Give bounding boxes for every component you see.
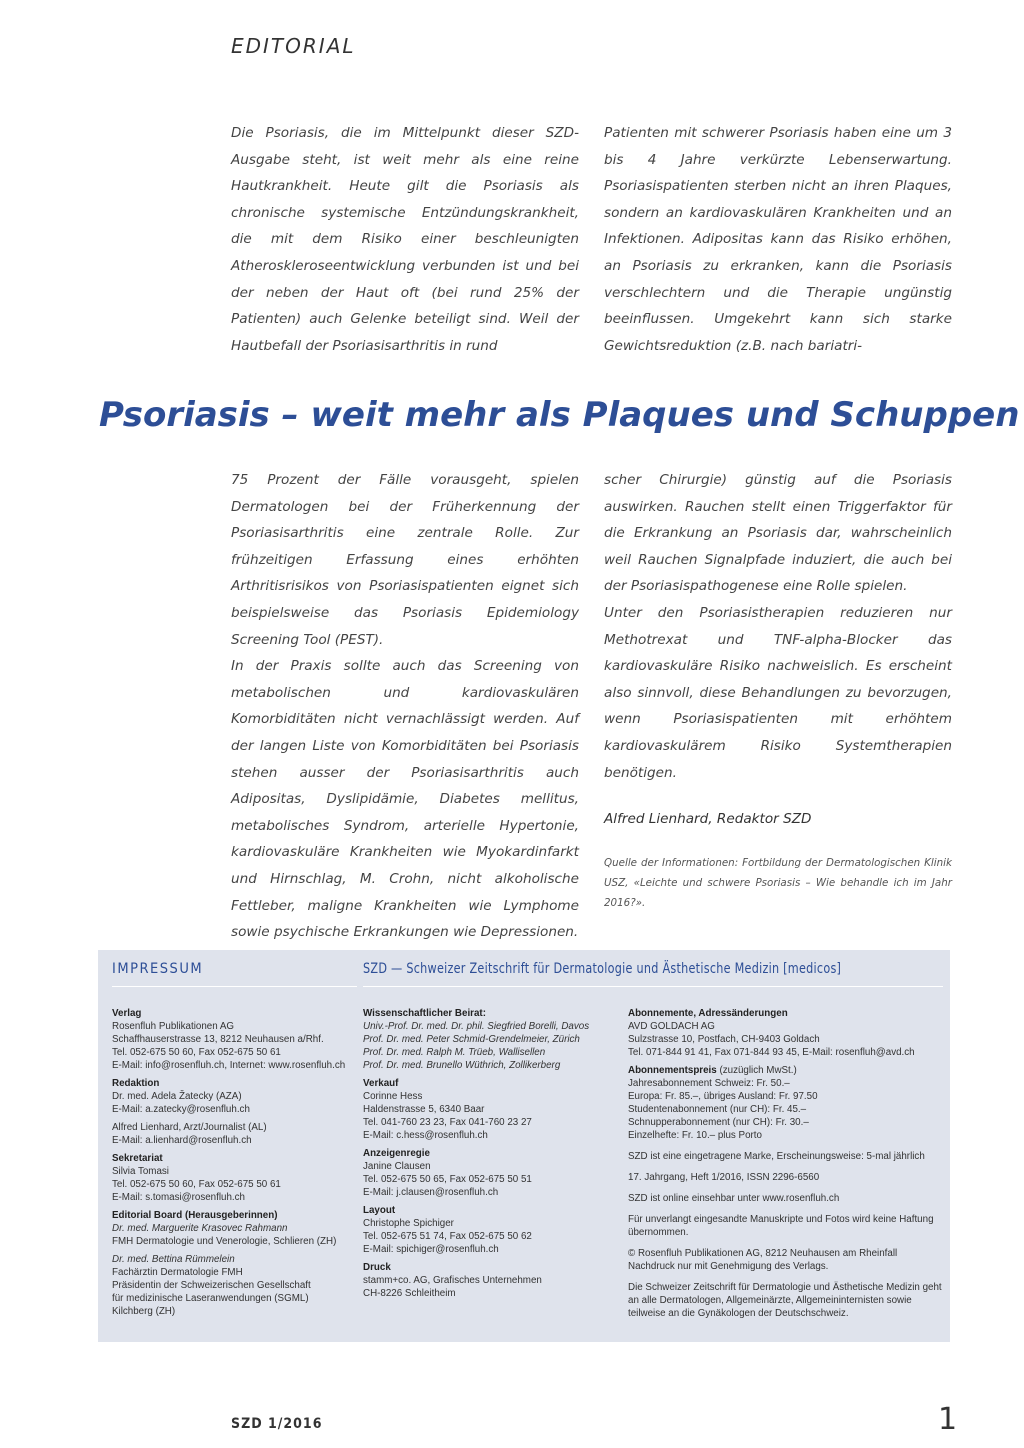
advisory-member: Prof. Dr. med. Brunello Wüthrich, Zollikerberg: [363, 1060, 561, 1071]
sales-line: E-Mail: c.hess@rosenfluh.ch: [363, 1130, 488, 1141]
print-line: stamm+co. AG, Grafisches Unternehmen: [363, 1275, 542, 1286]
price-note: (zuzüglich MwSt.): [716, 1065, 797, 1076]
price-line: Europa: Fr. 85.–, übriges Ausland: Fr. 97.50: [628, 1091, 818, 1102]
advisory-member: Prof. Dr. med. Peter Schmid-Grendelmeier, Zürich: [363, 1034, 580, 1045]
publication-note: Für unverlangt eingesandte Manuskripte und Fotos wird keine Haftung übernommen.: [628, 1214, 934, 1238]
print-label: Druck: [363, 1262, 391, 1273]
editorial-label: Redaktion: [112, 1078, 160, 1089]
board-member-line: Präsidentin der Schweizerischen Gesellschaft: [112, 1280, 311, 1291]
editor-line: Dr. med. Adela Žatecky (AZA): [112, 1091, 242, 1102]
publisher-line: Tel. 052-675 50 60, Fax 052-675 50 61: [112, 1047, 281, 1058]
sales-label: Verkauf: [363, 1078, 399, 1089]
price-label: Abonnementspreis: [628, 1065, 717, 1076]
board-member-name: Dr. med. Bettina Rümmelein: [112, 1254, 235, 1265]
page-number: 1: [938, 1402, 958, 1437]
advisory-member: Prof. Dr. med. Ralph M. Trüeb, Wallisellen: [363, 1047, 546, 1058]
paragraph: 75 Prozent der Fälle vorausgeht, spielen Dermatologen bei der Früherkennung der Psoriasisarthritis eine zentrale Rolle. Zur frühzeitigen Erfassung eines erhöhten Arthritisrisikos von Psoriasispatienten eignet sich beispielsweise das Psoriasis Epidemiology Screening Tool (PEST).: [231, 472, 579, 648]
subscriptions-line: Sulzstrasse 10, Postfach, CH-9403 Goldach: [628, 1034, 820, 1045]
publisher-line: E-Mail: info@rosenfluh.ch, Internet: www.rosenfluh.ch: [112, 1060, 346, 1071]
publication-note: 17. Jahrgang, Heft 1/2016, ISSN 2296-6560: [628, 1172, 820, 1183]
publication-note: SZD ist eine eingetragene Marke, Erscheinungsweise: 5-mal jährlich: [628, 1151, 925, 1162]
secretariat-line: Silvia Tomasi: [112, 1166, 169, 1177]
paragraph: In der Praxis sollte auch das Screening von metabolischen und kardiovaskulären Komorbiditäten nicht vernachlässigt werden. Auf der langen Liste von Komorbiditäten bei Psoriasis stehen ausser der Psoriasisarthritis auch Adipositas, Dyslipidämie, Diabetes mellitus, metabolisches Syndrom, arterielle Hypertonie, kardiovaskuläre Krankheiten wie Myokardinfarkt und Hirnschlag, M. Crohn, nicht alkoholische Fettleber, maligne Krankheiten wie Lymphome sowie psychische Erkrankungen wie Depressionen.: [231, 658, 579, 941]
ads-line: Janine Clausen: [363, 1161, 431, 1172]
impressum-box: [98, 950, 950, 1342]
article-column-3: [231, 467, 579, 946]
impressum-column-1: [112, 1007, 357, 1323]
author-signature: Alfred Lienhard, Redaktor SZD: [604, 811, 812, 828]
section-label: EDITORIAL: [231, 34, 356, 58]
sales-line: Tel. 041-760 23 23, Fax 041-760 23 27: [363, 1117, 532, 1128]
publisher-line: Schaffhauserstrasse 13, 8212 Neuhausen a/Rhf.: [112, 1034, 324, 1045]
impressum-column-2: [363, 1007, 618, 1305]
paragraph: Die Psoriasis, die im Mittelpunkt dieser SZD-Ausgabe steht, ist weit mehr als eine reine Hautkrankheit. Heute gilt die Psoriasis als chronische systemische Entzündungskrankheit, die mit dem Risiko einer beschleunigten Atheroskleroseentwicklung verbunden ist und bei der neben der Haut oft (bei rund 25% der Patienten) auch Gelenke beteiligt sind. Weil der Hautbefall der Psoriasisarthritis in rund: [231, 125, 579, 354]
divider: [112, 986, 357, 987]
paragraph: scher Chirurgie) günstig auf die Psoriasis auswirken. Rauchen stellt einen Triggerfaktor für die Erkrankung an Psoriasis dar, wahrscheinlich weil Rauchen Signalpfade induziert, die auch bei der Psoriasispathogenese eine Rolle spielen.: [604, 472, 952, 595]
publisher-label: Verlag: [112, 1008, 142, 1019]
issue-footer: SZD 1/2016: [231, 1416, 323, 1432]
secretariat-label: Sekretariat: [112, 1153, 163, 1164]
headline: Psoriasis – weit mehr als Plaques und Schuppen: [99, 394, 1020, 435]
board-member-name: Dr. med. Marguerite Krasovec Rahmann: [112, 1223, 288, 1234]
subscriptions-line: AVD GOLDACH AG: [628, 1021, 715, 1032]
article-column-1: [231, 120, 579, 359]
subscriptions-label: Abonnemente, Adressänderungen: [628, 1008, 788, 1019]
sales-line: Haldenstrasse 5, 6340 Baar: [363, 1104, 485, 1115]
editor-line: E-Mail: a.zatecky@rosenfluh.ch: [112, 1104, 250, 1115]
secretariat-line: Tel. 052-675 50 60, Fax 052-675 50 61: [112, 1179, 281, 1190]
paragraph: Unter den Psoriasistherapien reduzieren nur Methotrexat und TNF-alpha-Blocker das kardiovaskuläre Risiko nachweislich. Es erscheint also sinnvoll, diese Behandlungen zu bevorzugen, wenn Psoriasispatienten mit erhöhtem kardiovaskulärem Risiko Systemtherapien benötigen.: [604, 604, 952, 781]
ads-line: Tel. 052-675 50 65, Fax 052-675 50 51: [363, 1174, 532, 1185]
editor-line: Alfred Lienhard, Arzt/Journalist (AL): [112, 1122, 267, 1133]
editor-line: E-Mail: a.lienhard@rosenfluh.ch: [112, 1135, 252, 1146]
publication-note: SZD ist online einsehbar unter www.rosenfluh.ch: [628, 1193, 840, 1204]
price-line: Studentenabonnement (nur CH): Fr. 45.–: [628, 1104, 807, 1115]
layout-line: Christophe Spichiger: [363, 1218, 454, 1229]
board-member-line: Kilchberg (ZH): [112, 1306, 176, 1317]
paragraph: Patienten mit schwerer Psoriasis haben eine um 3 bis 4 Jahre verkürzte Lebenserwartung. Psoriasispatienten sterben nicht an ihren Plaques, sondern an kardiovaskulären Krankheiten und an Infektionen. Adipositas kann das Risiko erhöhen, an Psoriasis zu erkranken, kann die Psoriasis verschlechtern und die Therapie ungünstig beeinflussen. Umgekehrt kann sich starke Gewichtsreduktion (z.B. nach bariatri-: [604, 125, 952, 354]
secretariat-line: E-Mail: s.tomasi@rosenfluh.ch: [112, 1192, 245, 1203]
board-member-line: Fachärztin Dermatologie FMH: [112, 1267, 243, 1278]
sales-line: Corinne Hess: [363, 1091, 423, 1102]
publisher-line: Rosenfluh Publikationen AG: [112, 1021, 234, 1032]
source-note: Quelle der Informationen: Fortbildung der Dermatologischen Klinik USZ, «Leichte und schwere Psoriasis – Wie behandle ich im Jahr 2016?».: [604, 856, 952, 909]
advisory-board-label: Wissenschaftlicher Beirat:: [363, 1008, 486, 1019]
journal-name: SZD — Schweizer Zeitschrift für Dermatologie und Ästhetische Medizin [medicos]: [363, 961, 842, 977]
board-member-line: für medizinische Laseranwendungen (SGML): [112, 1293, 309, 1304]
print-line: CH-8226 Schleitheim: [363, 1288, 456, 1299]
layout-line: E-Mail: spichiger@rosenfluh.ch: [363, 1244, 499, 1255]
publication-note: © Rosenfluh Publikationen AG, 8212 Neuhausen am Rheinfall Nachdruck nur mit Genehmigung des Verlags.: [628, 1248, 898, 1272]
layout-label: Layout: [363, 1205, 396, 1216]
article-column-4: [604, 467, 952, 913]
advisory-member: Univ.-Prof. Dr. med. Dr. phil. Siegfried Borelli, Davos: [363, 1021, 590, 1032]
subscriptions-line: Tel. 071-844 91 41, Fax 071-844 93 45, E-Mail: rosenfluh@avd.ch: [628, 1047, 915, 1058]
price-line: Schnupperabonnement (nur CH): Fr. 30.–: [628, 1117, 809, 1128]
price-line: Jahresabonnement Schweiz: Fr. 50.–: [628, 1078, 790, 1089]
publication-note: Die Schweizer Zeitschrift für Dermatologie und Ästhetische Medizin geht an alle Dermatologen, Allgemeinärzte, Allgemeininternisten sowie teilweise an die Gynäkologen der Deutschschweiz.: [628, 1282, 942, 1319]
ads-label: Anzeigenregie: [363, 1148, 430, 1159]
impressum-column-3: [628, 1007, 943, 1325]
board-member-line: FMH Dermatologie und Venerologie, Schlieren (ZH): [112, 1236, 337, 1247]
ads-line: E-Mail: j.clausen@rosenfluh.ch: [363, 1187, 499, 1198]
divider: [363, 986, 943, 987]
board-label: Editorial Board (Herausgeberinnen): [112, 1210, 278, 1221]
impressum-title: IMPRESSUM: [112, 961, 204, 977]
price-line: Einzelhefte: Fr. 10.– plus Porto: [628, 1130, 762, 1141]
article-column-2: [604, 120, 952, 359]
layout-line: Tel. 052-675 51 74, Fax 052-675 50 62: [363, 1231, 532, 1242]
